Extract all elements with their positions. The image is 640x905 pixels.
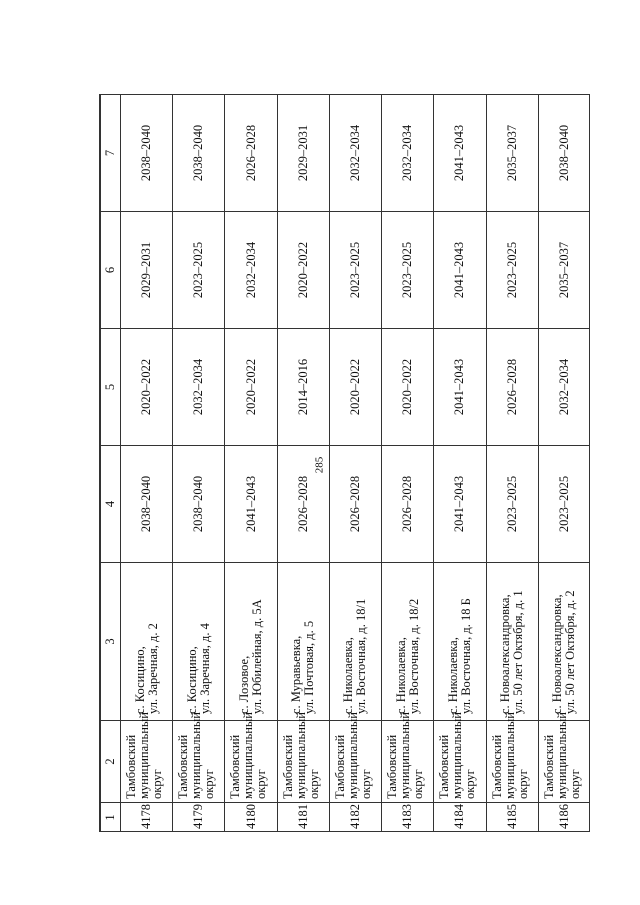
period-cell-c4: 2038–2040 [173, 446, 225, 563]
column-header-1: 1 [101, 803, 121, 833]
district-line: муниципальный [398, 712, 413, 799]
address-line: с. Николаевка, [445, 637, 460, 714]
address-line: с. Лозовое, [237, 655, 252, 714]
address-line: ул. Почтовая, д. 5 [302, 620, 317, 714]
period-cell-c5: 2020–2022 [329, 329, 381, 446]
period-cell-c6: 2023–2025 [486, 212, 538, 329]
column-header-7: 7 [101, 95, 121, 212]
district-line: округ [515, 769, 530, 799]
period-cell-c5: 2014–2016 [277, 329, 329, 446]
period-cell-c6: 2023–2025 [173, 212, 225, 329]
period-cell-c6: 2029–2031 [121, 212, 173, 329]
period-cell-c6: 2020–2022 [277, 212, 329, 329]
address-cell [173, 563, 225, 721]
row-number-cell: 4181 [277, 803, 329, 833]
period-cell-c4: 2026–2028 [382, 446, 434, 563]
period-cell-c7: 2041–2043 [434, 95, 486, 212]
address-cell [225, 563, 277, 721]
address-line: с. Николаевка, [341, 637, 356, 714]
row-number-cell: 4179 [173, 803, 225, 833]
header-row [101, 95, 121, 833]
period-cell-c6: 2035–2037 [538, 212, 590, 329]
data-table [100, 94, 590, 832]
column-header-3: 3 [101, 563, 121, 721]
table-row [121, 95, 173, 833]
address-line: с. Косицино, [132, 646, 147, 714]
district-line: Тамбовский [280, 734, 295, 799]
address-line: ул. Восточная, д. 18/2 [406, 598, 421, 714]
table-row [434, 95, 486, 833]
district-line: Тамбовский [385, 734, 400, 799]
period-cell-c4: 2023–2025 [486, 446, 538, 563]
district-line: Тамбовский [228, 734, 243, 799]
address-line: ул. 50 лет Октября, д. 2 [563, 590, 578, 714]
period-cell-c7: 2038–2040 [173, 95, 225, 212]
period-cell-c4: 2041–2043 [225, 446, 277, 563]
table-row [486, 95, 538, 833]
table-row [173, 95, 225, 833]
district-line: округ [306, 769, 321, 799]
period-cell-c4: 2026–2028 [277, 446, 329, 563]
period-cell-c4: 2023–2025 [538, 446, 590, 563]
address-line: ул. Восточная, д. 18/1 [354, 598, 369, 714]
table-row [329, 95, 381, 833]
period-cell-c7: 2038–2040 [538, 95, 590, 212]
address-cell [329, 563, 381, 721]
address-line: с. Косицино, [184, 646, 199, 714]
period-cell-c5: 2032–2034 [173, 329, 225, 446]
address-line: с. Николаевка, [393, 637, 408, 714]
district-cell [225, 712, 277, 803]
column-header-4: 4 [101, 446, 121, 563]
period-cell-c6: 2023–2025 [382, 212, 434, 329]
period-cell-c5: 2041–2043 [434, 329, 486, 446]
table-row [538, 95, 590, 833]
district-cell [382, 712, 434, 803]
row-number-cell: 4178 [121, 803, 173, 833]
address-cell [434, 563, 486, 721]
period-cell-c6: 2041–2043 [434, 212, 486, 329]
column-header-2: 2 [101, 721, 121, 803]
period-cell-c4: 2038–2040 [121, 446, 173, 563]
district-line: округ [150, 769, 164, 799]
district-line: Тамбовский [332, 734, 347, 799]
district-cell [434, 712, 486, 803]
row-number-cell: 4180 [225, 803, 277, 833]
page-number: 285 [313, 456, 326, 474]
district-line: муниципальный [241, 712, 256, 799]
address-line: с. Новоалександровка, [550, 594, 565, 714]
address-line: с. Муравьевка, [289, 635, 304, 714]
period-cell-c4: 2041–2043 [434, 446, 486, 563]
period-cell-c5: 2020–2022 [225, 329, 277, 446]
period-cell-c4: 2026–2028 [329, 446, 381, 563]
district-line: муниципальный [189, 712, 204, 799]
district-line: округ [411, 769, 426, 799]
address-line: с. Новоалександровка, [498, 594, 513, 714]
district-line: округ [358, 769, 373, 799]
row-number-cell: 4182 [329, 803, 381, 833]
table-frame [99, 94, 590, 832]
district-cell [486, 712, 538, 803]
row-number-cell: 4185 [486, 803, 538, 833]
district-line: округ [567, 769, 582, 799]
period-cell-c7: 2038–2040 [121, 95, 173, 212]
district-line: муниципальный [554, 712, 569, 799]
address-cell [121, 563, 173, 721]
period-cell-c7: 2035–2037 [486, 95, 538, 212]
table-row [382, 95, 434, 833]
period-cell-c7: 2029–2031 [277, 95, 329, 212]
district-line: муниципальный [450, 712, 465, 799]
district-line: Тамбовский [124, 734, 138, 799]
address-line: ул. Восточная, д. 18 Б [458, 598, 473, 714]
address-cell [486, 563, 538, 721]
district-line: Тамбовский [437, 734, 452, 799]
address-cell [277, 563, 329, 721]
period-cell-c5: 2020–2022 [121, 329, 173, 446]
period-cell-c6: 2023–2025 [329, 212, 381, 329]
period-cell-c7: 2032–2034 [329, 95, 381, 212]
address-line: ул. Юбилейная, д. 5А [250, 599, 265, 714]
table-row [277, 95, 329, 833]
district-cell [538, 712, 590, 803]
district-line: муниципальный [293, 712, 308, 799]
district-line: округ [254, 769, 269, 799]
period-cell-c5: 2020–2022 [382, 329, 434, 446]
column-header-5: 5 [101, 329, 121, 446]
address-cell [538, 563, 590, 721]
district-cell [121, 712, 173, 803]
address-line: ул. 50 лет Октября, д. 1 [511, 590, 526, 714]
district-line: муниципальный [137, 712, 151, 799]
table-row [225, 95, 277, 833]
row-number-cell: 4183 [382, 803, 434, 833]
district-line: Тамбовский [489, 734, 504, 799]
column-header-6: 6 [101, 212, 121, 329]
row-number-cell: 4186 [538, 803, 590, 833]
period-cell-c7: 2026–2028 [225, 95, 277, 212]
district-line: округ [463, 769, 478, 799]
district-line: округ [202, 769, 217, 799]
period-cell-c7: 2032–2034 [382, 95, 434, 212]
address-cell [382, 563, 434, 721]
period-cell-c5: 2032–2034 [538, 329, 590, 446]
district-cell [329, 712, 381, 803]
district-line: муниципальный [345, 712, 360, 799]
district-cell [277, 712, 329, 803]
row-number-cell: 4184 [434, 803, 486, 833]
period-cell-c6: 2032–2034 [225, 212, 277, 329]
district-line: муниципальный [502, 712, 517, 799]
district-cell [173, 712, 225, 803]
district-line: Тамбовский [541, 734, 556, 799]
address-line: ул. Заречная, д. 4 [197, 623, 212, 714]
address-line: ул. Заречная, д. 2 [145, 623, 160, 714]
rotated-table-container [100, 95, 590, 832]
district-line: Тамбовский [176, 734, 191, 799]
period-cell-c5: 2026–2028 [486, 329, 538, 446]
